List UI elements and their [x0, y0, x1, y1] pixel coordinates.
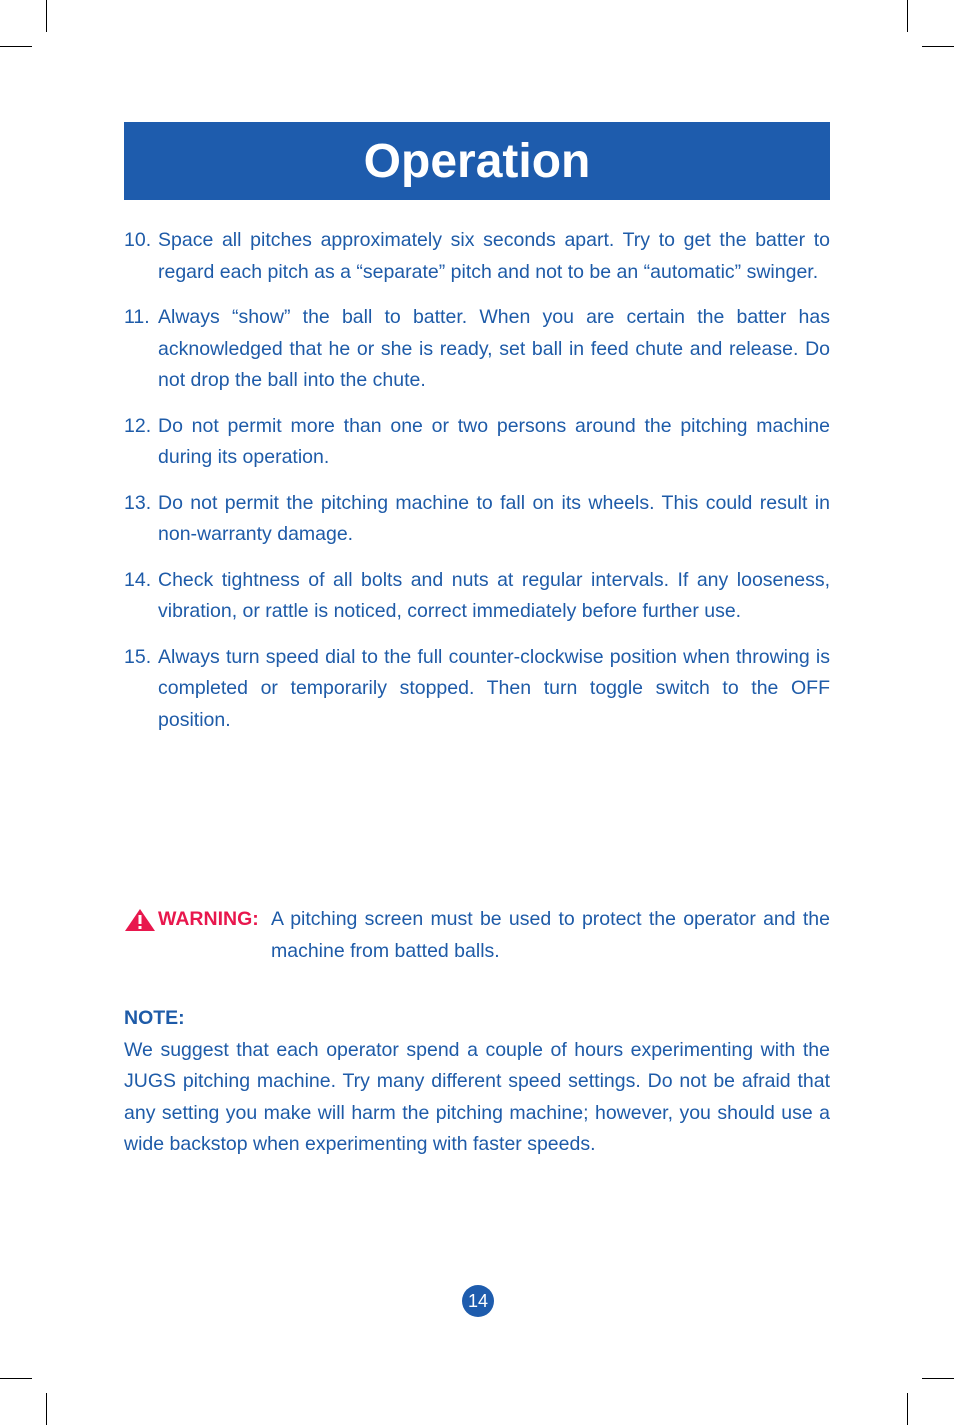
crop-mark-top-right-v [907, 0, 908, 32]
step-item-10 [124, 225, 830, 288]
step-item-12 [124, 411, 830, 474]
warning-label: WARNING: [158, 908, 259, 930]
crop-mark-bottom-right-v [907, 1393, 908, 1425]
crop-mark-top-left-v [46, 0, 47, 32]
crop-mark-top-right-h [922, 46, 954, 47]
step-text: Do not permit the pitching machine to fall on its wheels. This could result in non-warranty damage. [158, 491, 830, 545]
note-label: NOTE: [124, 1007, 185, 1029]
warning-block [124, 904, 830, 967]
operation-steps-list [124, 225, 830, 750]
step-number: 12. [124, 414, 152, 437]
step-number: 15. [124, 645, 152, 668]
crop-mark-bottom-left-v [46, 1393, 47, 1425]
title-banner [124, 122, 830, 200]
step-text: Always “show” the ball to batter. When you are certain the batter has acknowledged that he or she is ready, set ball in feed chute and release. Do not drop the ball into the chute. [158, 306, 830, 391]
step-item-13 [124, 488, 830, 551]
step-text: Do not permit more than one or two persons around the pitching machine during its operation. [158, 414, 830, 468]
page-number-badge: 14 [462, 1285, 494, 1317]
step-item-15 [124, 642, 830, 737]
step-number: 14. [124, 568, 152, 591]
crop-mark-top-left-h [0, 46, 32, 47]
step-text: Always turn speed dial to the full counter-clockwise position when throwing is completed or temporarily stopped. Then turn toggle switch to the OFF position. [158, 645, 830, 731]
step-text: Check tightness of all bolts and nuts at regular intervals. If any looseness, vibration, or rattle is noticed, correct immediately before further use. [158, 568, 830, 622]
step-number: 10. [124, 229, 152, 251]
step-item-11 [124, 302, 830, 397]
warning-text: A pitching screen must be used to protect the operator and the machine from batted balls. [271, 908, 830, 962]
step-number: 11. [124, 306, 150, 328]
note-block [124, 1003, 830, 1161]
crop-mark-bottom-left-h [0, 1378, 32, 1379]
step-text: Space all pitches approximately six seconds apart. Try to get the batter to regard each pitch as a “separate” pitch and not to be an “automatic” swinger. [158, 229, 830, 283]
crop-mark-bottom-right-h [922, 1378, 954, 1379]
step-item-14 [124, 565, 830, 628]
page-title: Operation [363, 134, 591, 188]
note-text: We suggest that each operator spend a couple of hours experimenting with the JUGS pitching machine. Try many different speed settings. Do not be afraid that any setting you make will harm the pitching machine; however, you should use a wide backstop when experimenting with faster speeds. [124, 1038, 830, 1155]
warning-triangle-icon [124, 904, 158, 967]
step-number: 13. [124, 491, 152, 514]
